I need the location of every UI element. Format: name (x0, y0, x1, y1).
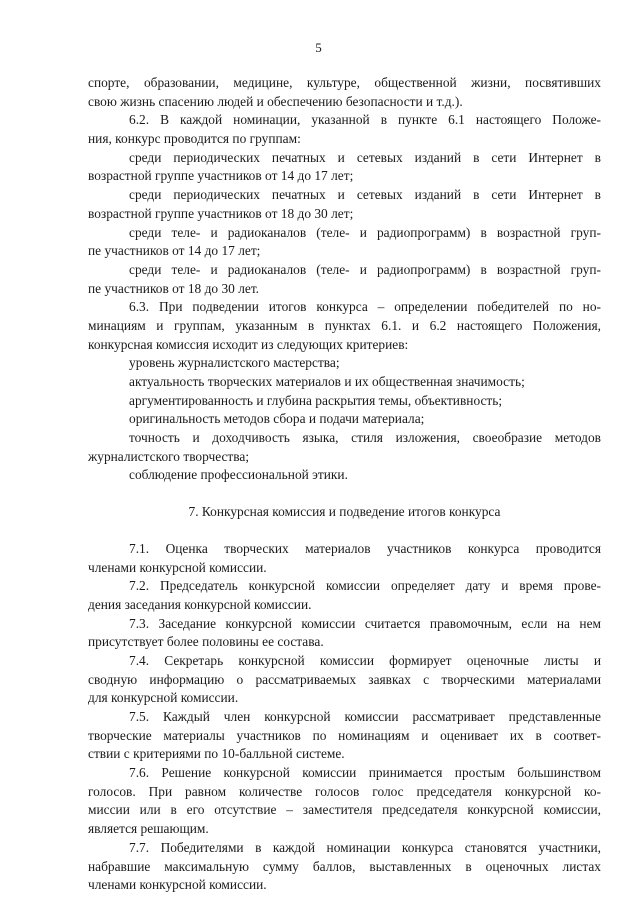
text-line: минациям и группам, указанным в пунктах 6.1. и 6.2 настоящего Положения, (88, 317, 601, 333)
text-line: 7.7. Победителями в каждой номинации конкурса становятся участники, (129, 839, 601, 855)
text-line: 7.3. Заседание конкурсной комиссии считается правомочным, если на нем (129, 615, 601, 631)
section-7-body (88, 540, 601, 895)
text-line: сводную информацию о рассматриваемых заявках с творческими материалами (88, 671, 601, 687)
text-line: ствии с критериями по 10-балльной системе. (88, 746, 345, 762)
text-line: уровень журналистского мастерства; (129, 355, 340, 371)
text-line: дения заседания конкурсной комиссии. (88, 596, 312, 612)
text-line: аргументированность и глубина раскрытия темы, объективность; (129, 392, 503, 408)
text-line: 7.6. Решение конкурсной комиссии принимается простым большинством (129, 765, 601, 781)
text-line: возрастной группе участников от 14 до 17 лет; (88, 168, 354, 184)
text-line: спорте, образовании, медицине, культуре, общественной жизни, посвятивших (88, 75, 601, 90)
text-line: 6.2. В каждой номинации, указанной в пункте 6.1 настоящего Положе- (129, 112, 601, 128)
text-line: оригинальность методов сбора и подачи материала; (129, 411, 425, 427)
text-line: 7.2. Председатель конкурсной комиссии определяет дату и время прове- (129, 578, 601, 594)
text-line: 7.1. Оценка творческих материалов участников конкурса проводится (129, 540, 601, 556)
text-line: творческие материалы участников по номинациям и оценивает их в соответ- (88, 727, 601, 743)
text-line: 6.3. При подведении итогов конкурса – определении победителей по но- (129, 299, 601, 315)
text-line: голосов. При равном количестве голосов голос председателя конкурсной ко- (88, 783, 601, 799)
section-6-continuation (88, 74, 601, 485)
section-7-heading: 7. Конкурсная комиссия и подведение итогов конкурса (188, 504, 501, 520)
text-line: актуальность творческих материалов и их общественная значимость; (129, 374, 525, 389)
text-line: 7.4. Секретарь конкурсной комиссии формирует оценочные листы и (129, 652, 601, 668)
text-line: конкурсная комиссия исходит из следующих критериев: (88, 336, 409, 352)
text-line: пе участников от 18 до 30 лет. (88, 280, 260, 296)
text-line: пе участников от 14 до 17 лет; (88, 243, 261, 259)
text-line: среди теле- и радиоканалов (теле- и радиопрограмм) в возрастной груп- (129, 261, 601, 277)
text-line: является решающим. (88, 821, 209, 837)
text-line: среди теле- и радиоканалов (теле- и радиопрограмм) в возрастной груп- (129, 224, 601, 240)
text-line: среди периодических печатных и сетевых изданий в сети Интернет в (129, 187, 601, 203)
text-line: возрастной группе участников от 18 до 30 лет; (88, 205, 354, 221)
text-line: ния, конкурс проводится по группам: (88, 131, 301, 147)
text-line: точность и доходчивость языка, стиля изложения, своеобразие методов (129, 430, 601, 446)
text-line: журналистского творчества; (88, 448, 250, 464)
text-line: для конкурсной комиссии. (88, 690, 239, 706)
text-line: членами конкурсной комиссии. (88, 559, 267, 575)
text-line: 7.5. Каждый член конкурсной комиссии рассматривает представленные (129, 709, 601, 724)
text-line: соблюдение профессиональной этики. (129, 467, 348, 483)
text-line: свою жизнь спасению людей и обеспечению безопасности и т.д.). (88, 93, 463, 109)
text-line: среди периодических печатных и сетевых изданий в сети Интернет в (129, 149, 601, 165)
text-line: набравшие максимальную сумму баллов, выставленных в оценочных листах (88, 858, 601, 874)
text-line: присутствует более половины ее состава. (88, 634, 324, 650)
text-line: миссии или в его отсутствие – заместителя председателя конкурсной комиссии, (88, 802, 601, 818)
document-body (88, 74, 601, 895)
page-number: 5 (315, 40, 322, 55)
text-line: членами конкурсной комиссии. (88, 877, 267, 893)
